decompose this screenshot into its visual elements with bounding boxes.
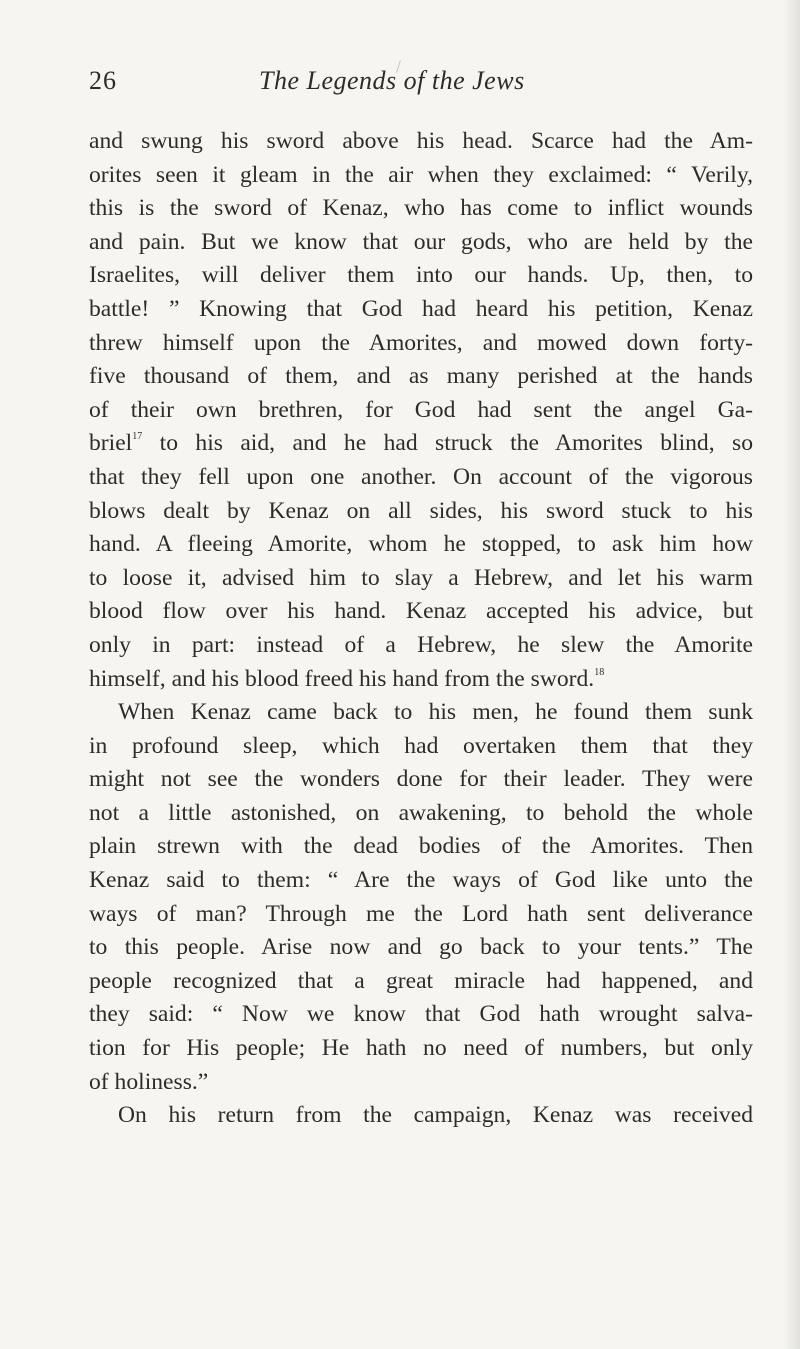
text-line: Israelites, will deliver them into our hands. Up, then, to	[89, 262, 753, 289]
text-fragment: briel	[89, 430, 133, 457]
text-line: and swung his sword above his head. Scarce had the Am-	[89, 128, 753, 154]
text-line: When Kenaz came back to his men, he found them sunk	[118, 699, 753, 726]
text-line: five thousand of them, and as many perished at the hands	[89, 363, 753, 390]
text-fragment: to his aid, and he had struck the Amorites blind, so	[142, 430, 753, 457]
body-text	[89, 125, 753, 1133]
text-line: hand. A fleeing Amorite, whom he stopped, to ask him how	[89, 531, 753, 558]
text-line: tion for His people; He hath no need of numbers, but only	[89, 1035, 753, 1062]
text-line: of holiness.”	[89, 1068, 209, 1095]
text-line-with-note	[89, 663, 753, 697]
text-line: orites seen it gleam in the air when they exclaimed: “ Verily,	[89, 161, 753, 188]
text-line: this is the sword of Kenaz, who has come to inflict wounds	[89, 195, 753, 222]
text-line: not a little astonished, on awakening, to behold the whole	[89, 799, 753, 826]
text-line: to this people. Arise now and go back to your tents.” The	[89, 934, 753, 961]
text-line: only in part: instead of a Hebrew, he slew the Amorite	[89, 631, 753, 658]
text-line: in profound sleep, which had overtaken them that they	[89, 732, 753, 759]
text-line: to loose it, advised him to slay a Hebrew, and let his warm	[89, 564, 753, 591]
text-line: and pain. But we know that our gods, who are held by the	[89, 228, 753, 255]
text-line: might not see the wonders done for their leader. They were	[89, 766, 753, 793]
text-line: that they fell upon one another. On account of the vigorous	[89, 463, 753, 490]
text-line: Kenaz said to them: “ Are the ways of God like unto the	[89, 867, 753, 894]
text-line: plain strewn with the dead bodies of the Amorites. Then	[89, 833, 753, 860]
page-number: 26	[89, 66, 117, 95]
text-line: blood flow over his hand. Kenaz accepted his advice, but	[89, 598, 753, 625]
paragraph-3	[89, 1099, 753, 1133]
text-fragment: himself, and his blood freed his hand from the sword.	[89, 665, 595, 692]
text-line: of their own brethren, for God had sent the angel Ga-	[89, 396, 753, 423]
text-line: blows dealt by Kenaz on all sides, his sword stuck to his	[89, 497, 753, 524]
page-edge-shadow	[784, 0, 800, 1349]
text-line: ways of man? Through me the Lord hath sent deliverance	[89, 900, 753, 927]
text-line: people recognized that a great miracle had happened, and	[89, 967, 753, 994]
footnote-marker-18: 18	[594, 666, 605, 678]
paragraph-2	[89, 696, 753, 1099]
text-line: they said: “ Now we know that God hath wrought salva-	[89, 1001, 753, 1028]
paragraph-1	[89, 125, 753, 696]
footnote-marker-17: 17	[132, 431, 143, 443]
text-line-with-note	[89, 427, 753, 461]
running-head	[89, 66, 609, 106]
running-title: The Legends of the Jews	[259, 66, 525, 95]
text-line: battle! ” Knowing that God had heard his petition, Kenaz	[89, 295, 753, 322]
text-line: On his return from the campaign, Kenaz was received	[118, 1102, 753, 1129]
text-line: threw himself upon the Amorites, and mowed down forty-	[89, 329, 753, 356]
